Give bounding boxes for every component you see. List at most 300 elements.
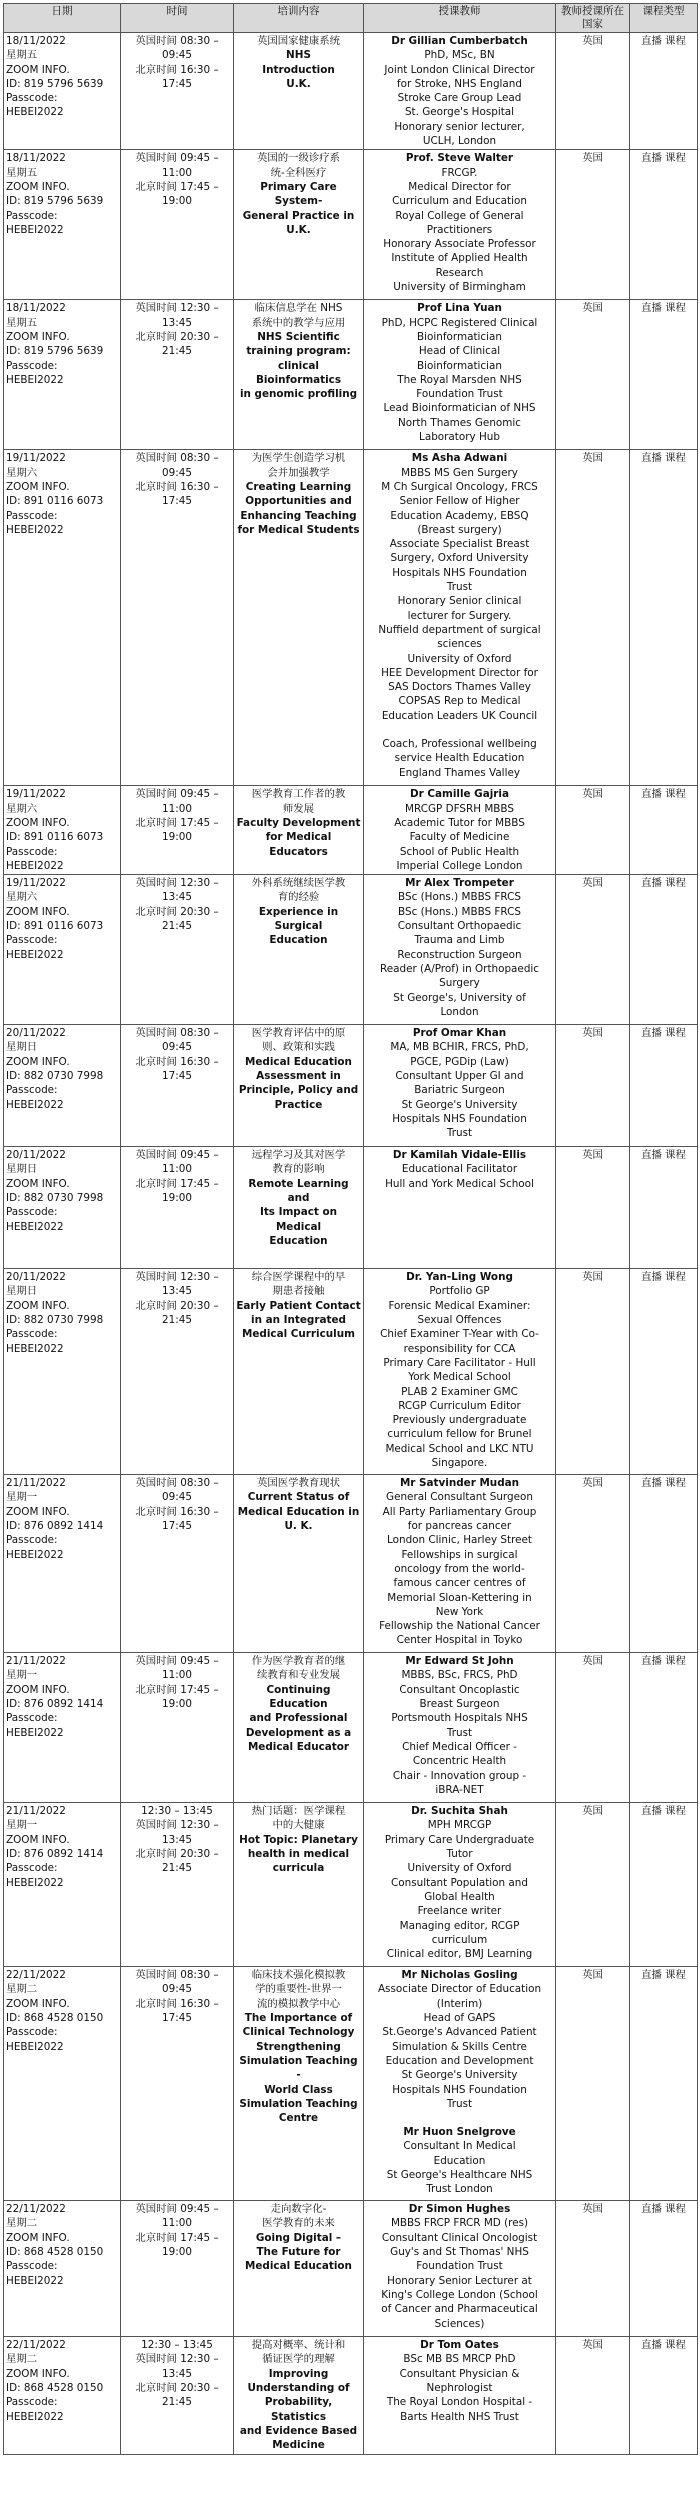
teacher-cell <box>364 1803 556 1967</box>
header-time: 时间 <box>121 4 234 33</box>
date-line: ID: 868 4528 0150 <box>6 2246 104 2259</box>
teacher-credential: England Thames Valley <box>399 766 520 779</box>
time-line: 英国时间 09:45 – <box>135 152 219 165</box>
topic-title-en: Experience in Surgical <box>258 905 339 933</box>
time-line: 北京时间 20:30 – <box>135 1848 219 1861</box>
time-line: 北京时间 16:30 – <box>135 1505 219 1518</box>
topic-cell <box>234 450 364 786</box>
topic-title-en: Medicine <box>272 2439 325 2452</box>
teacher-credential: North Thames Genomic <box>397 416 521 429</box>
topic-title-en: Creating Learning <box>245 480 352 493</box>
date-line: 19/11/2022 <box>6 877 66 890</box>
time-line: 英国时间 08:30 – <box>135 1477 219 1490</box>
header-country: 教师授课所在国家 <box>556 4 630 33</box>
topic-title-en: Principle, Policy and <box>238 1084 359 1097</box>
teacher-name: Mr Edward St John <box>405 1655 514 1668</box>
date-line: ID: 882 0730 7998 <box>6 1192 104 1205</box>
topic-title-en: General Practice in <box>242 209 355 222</box>
teacher-credential: Singapore. <box>431 1457 488 1470</box>
date-line: Passcode: HEBEI2022 <box>6 509 64 536</box>
teacher-credential: Associate Specialist Breast <box>389 538 530 551</box>
teacher-credential: Simulation & Skills Centre <box>392 2040 527 2053</box>
time-line: 英国时间 08:30 – <box>135 452 219 465</box>
time-line: 09:45 <box>162 1041 192 1054</box>
topic-title-zh: 英国医学教育现状 <box>256 1477 341 1490</box>
time-line: 北京时间 17:45 – <box>135 816 219 829</box>
time-line: 21:45 <box>162 1862 192 1875</box>
time-line: 21:45 <box>162 920 192 933</box>
date-line: ZOOM INFO. <box>6 2367 70 2380</box>
topic-title-zh: 医学教育工作者的教 <box>251 788 346 801</box>
time-line: 北京时间 20:30 – <box>135 330 219 343</box>
teacher-credential: Honorary Associate Professor <box>383 238 536 251</box>
teacher-credential: Medical School and LKC NTU <box>385 1442 534 1455</box>
teacher-credential: Joint London Clinical Director <box>384 63 535 76</box>
country-cell: 英国 <box>556 2337 630 2454</box>
teacher-credential: Managing editor, RCGP <box>399 1919 520 1932</box>
topic-cell <box>234 875 364 1025</box>
topic-title-en: World Class <box>264 2083 333 2096</box>
topic-title-en: Simulation Teaching <box>239 2097 358 2110</box>
topic-title-en: Medical Curriculum <box>242 1328 355 1341</box>
topic-title-en: U. K. <box>284 1520 313 1533</box>
date-line: Passcode: HEBEI2022 <box>6 2260 64 2287</box>
date-line: Passcode: HEBEI2022 <box>6 2026 64 2053</box>
date-line: 星期六 <box>6 891 38 904</box>
teacher-credential: Portfolio GP <box>429 1285 490 1298</box>
date-line: Passcode: HEBEI2022 <box>6 845 64 872</box>
date-line: 星期日 <box>6 1285 38 1298</box>
date-line: 21/11/2022 <box>6 1655 66 1668</box>
teacher-credential: Lead Bioinformatician of NHS <box>383 402 536 415</box>
course-type-cell: 直播 课程 <box>630 1269 698 1475</box>
teacher-credential: Chief Medical Officer - <box>402 1740 517 1753</box>
topic-title-en: Hot Topic: Planetary <box>239 1833 358 1846</box>
topic-title-en: in an Integrated <box>251 1314 346 1327</box>
date-cell <box>4 875 121 1025</box>
topic-cell <box>234 786 364 875</box>
time-line: 北京时间 17:45 – <box>135 1683 219 1696</box>
teacher-credential: Curriculum and Education <box>392 195 527 208</box>
teacher-credential: Consultant Physician & <box>399 2367 520 2380</box>
teacher-credential: Honorary Senior Lecturer at <box>387 2274 532 2287</box>
topic-title-en: in genomic profiling <box>239 388 358 401</box>
topic-title-zh: 作为医学教育者的继 <box>251 1655 346 1668</box>
topic-cell <box>234 1653 364 1803</box>
table-header <box>4 4 698 33</box>
time-cell <box>121 33 234 150</box>
topic-title-zh: 师发展 <box>282 802 315 815</box>
teacher-credential: St. George's Hospital <box>404 106 515 119</box>
topic-title-en: Remote Learning and <box>248 1177 349 1205</box>
date-line: 星期二 <box>6 2353 38 2366</box>
teacher-name: Dr Camille Gajria <box>410 788 509 801</box>
teacher-credential: St George's, University of <box>393 991 526 1004</box>
topic-title-en: Enhancing Teaching <box>240 509 357 522</box>
teacher-name: Dr Gillian Cumberbatch <box>391 35 528 47</box>
date-line: 22/11/2022 <box>6 2203 66 2216</box>
time-line: 北京时间 16:30 – <box>135 63 219 76</box>
topic-title-en: Going Digital – <box>255 2231 342 2244</box>
time-line: 英国时间 09:45 – <box>135 1149 219 1162</box>
topic-title-zh: 为医学生创造学习机 <box>251 452 346 465</box>
teacher-credential: St.George's Advanced Patient <box>382 2026 537 2039</box>
date-line: Passcode: HEBEI2022 <box>6 934 64 961</box>
date-cell <box>4 33 121 150</box>
time-line: 13:45 <box>162 2367 192 2380</box>
teacher-cell <box>364 1269 556 1475</box>
topic-title-en: Understanding of <box>247 2382 350 2395</box>
teacher-credential: Education and Development <box>385 2054 534 2067</box>
time-cell <box>121 1653 234 1803</box>
course-type-cell: 直播 课程 <box>630 2201 698 2337</box>
time-cell <box>121 1269 234 1475</box>
teacher-credential: Honorary senior lecturer, <box>394 120 525 133</box>
teacher-credential: sciences <box>437 638 482 651</box>
spacer <box>366 2111 553 2125</box>
date-cell <box>4 2201 121 2337</box>
country-cell: 英国 <box>556 1475 630 1653</box>
time-line: 北京时间 20:30 – <box>135 2382 219 2395</box>
table-row <box>4 1967 698 2201</box>
date-line: 22/11/2022 <box>6 1969 66 1982</box>
time-line: 17:45 <box>162 495 192 508</box>
topic-title-zh: 医学教育评估中的原 <box>251 1027 346 1040</box>
date-line: ZOOM INFO. <box>6 1055 70 1068</box>
topic-title-en: Probability, Statistics <box>264 2396 333 2423</box>
teacher-credential: Foundation Trust <box>416 2260 503 2273</box>
topic-title-en: Current Status of <box>247 1491 350 1504</box>
time-line: 英国时间 08:30 – <box>135 35 219 47</box>
date-line: ID: 868 4528 0150 <box>6 2382 104 2395</box>
teacher-credential: Consultant Oncoplastic <box>399 1683 520 1696</box>
table-row <box>4 1653 698 1803</box>
teacher-credential: Laboratory Hub <box>419 431 500 444</box>
header-teacher: 授课教师 <box>364 4 556 33</box>
time-cell <box>121 2337 234 2454</box>
teacher-credential: University of Oxford <box>407 652 512 665</box>
course-type-cell: 直播 课程 <box>630 1475 698 1653</box>
spacer <box>366 723 553 737</box>
country-cell: 英国 <box>556 786 630 875</box>
teacher-credential: Hospitals NHS Foundation <box>392 1112 527 1125</box>
time-line: 英国时间 12:30 – <box>135 2353 219 2366</box>
teacher-credential: Sciences) <box>434 2317 485 2330</box>
time-line: 英国时间 12:30 – <box>135 877 219 890</box>
topic-title-en: Strengthening <box>256 2040 341 2053</box>
date-line: 星期一 <box>6 1669 38 1682</box>
teacher-cell <box>364 1025 556 1147</box>
teacher-credential: Stroke Care Group Lead <box>397 92 522 105</box>
time-line: 11:00 <box>162 166 192 179</box>
date-line: ZOOM INFO. <box>6 180 70 193</box>
date-line: 星期日 <box>6 1041 38 1054</box>
time-cell <box>121 875 234 1025</box>
topic-title-en: NHS <box>286 49 311 62</box>
time-line: 北京时间 20:30 – <box>135 1299 219 1312</box>
teacher-cell <box>364 2201 556 2337</box>
date-line: 星期一 <box>6 1491 38 1504</box>
country-cell: 英国 <box>556 150 630 300</box>
topic-cell <box>234 1147 364 1269</box>
date-cell <box>4 1967 121 2201</box>
time-cell <box>121 1967 234 2201</box>
topic-title-en: Medical Education in <box>237 1505 360 1518</box>
date-cell <box>4 1475 121 1653</box>
topic-title-zh: 热门话题：医学课程 <box>251 1805 346 1818</box>
date-line: 18/11/2022 <box>6 35 66 47</box>
date-line: 20/11/2022 <box>6 1271 66 1284</box>
date-line: ID: 876 0892 1414 <box>6 1848 104 1861</box>
teacher-credential: Coach, Professional wellbeing <box>382 738 537 751</box>
teacher-credential: Hospitals NHS Foundation <box>392 2083 527 2096</box>
teacher-cell <box>364 300 556 450</box>
topic-title-en: Faculty Development <box>236 816 361 829</box>
teacher-credential: Nephrologist <box>426 2382 493 2395</box>
date-line: 18/11/2022 <box>6 302 66 315</box>
teacher-credential: Nuffield department of surgical <box>378 623 541 636</box>
teacher-credential: BSc MB BS MRCP PhD <box>403 2353 516 2366</box>
teacher-credential: Education Leaders UK Council <box>381 709 538 722</box>
time-line: 13:45 <box>162 1285 192 1298</box>
time-line: 北京时间 16:30 – <box>135 480 219 493</box>
teacher-credential: Center Hospital in Toyko <box>396 1634 523 1647</box>
date-line: ZOOM INFO. <box>6 1997 70 2010</box>
table-row <box>4 786 698 875</box>
course-type-cell: 直播 课程 <box>630 2337 698 2454</box>
teacher-credential: (Breast surgery) <box>417 523 502 536</box>
time-cell <box>121 1475 234 1653</box>
time-line: 北京时间 17:45 – <box>135 2231 219 2244</box>
teacher-credential: Primary Care Undergraduate <box>384 1833 535 1846</box>
date-line: Passcode: HEBEI2022 <box>6 359 64 386</box>
date-line: Passcode: HEBEI2022 <box>6 209 64 236</box>
table-row <box>4 2337 698 2454</box>
topic-title-en: for Medical Educators <box>265 831 332 858</box>
date-line: Passcode: HEBEI2022 <box>6 1206 64 1233</box>
date-cell <box>4 450 121 786</box>
time-line: 英国时间 12:30 – <box>135 302 219 315</box>
table-row <box>4 2201 698 2337</box>
topic-title-en: Medical Education <box>245 2260 352 2273</box>
time-line: 21:45 <box>162 2396 192 2409</box>
teacher-credential: BSc (Hons.) MBBS FRCS <box>398 891 521 904</box>
teacher-credential: MRCGP DFSRH MBBS <box>405 802 514 815</box>
date-line: Passcode: HEBEI2022 <box>6 1712 64 1739</box>
teacher-name: Mr Nicholas Gosling <box>401 1969 518 1982</box>
topic-title-en: U.K. <box>286 77 311 90</box>
table-row <box>4 1475 698 1653</box>
teacher-credential: Sexual Offences <box>417 1314 502 1327</box>
country-cell: 英国 <box>556 1269 630 1475</box>
teacher-cell <box>364 33 556 150</box>
course-type-cell: 直播 课程 <box>630 1967 698 2201</box>
date-line: Passcode: HEBEI2022 <box>6 2396 64 2423</box>
time-line: 21:45 <box>162 1314 192 1327</box>
date-line: 18/11/2022 <box>6 152 66 165</box>
topic-cell <box>234 1803 364 1967</box>
table-body <box>4 33 698 2455</box>
teacher-credential: Consultant Upper GI and <box>395 1070 524 1083</box>
date-line: 22/11/2022 <box>6 2339 66 2352</box>
teacher-cell <box>364 1475 556 1653</box>
header-row <box>4 4 698 33</box>
time-line: 19:00 <box>162 195 192 208</box>
time-cell <box>121 300 234 450</box>
teacher-credential: Consultant In Medical <box>403 2140 516 2153</box>
date-line: 星期五 <box>6 166 38 179</box>
topic-title-en: Medical Education <box>245 1055 352 1068</box>
header-date: 日期 <box>4 4 121 33</box>
teacher-cell <box>364 450 556 786</box>
teacher-name: Dr Tom Oates <box>420 2339 499 2352</box>
teacher-name: Prof. Steve Walter <box>405 152 514 165</box>
teacher-credential: Education Academy, EBSQ <box>390 509 529 522</box>
topic-title-en: Opportunities and <box>245 495 352 508</box>
course-type-cell: 直播 课程 <box>630 1025 698 1147</box>
teacher-credential: for Stroke, NHS England <box>397 77 522 90</box>
time-line: 09:45 <box>162 1491 192 1504</box>
time-line: 英国时间 12:30 – <box>135 1271 219 1284</box>
date-cell <box>4 786 121 875</box>
teacher-credential: Associate Director of Education <box>377 1983 542 1996</box>
topic-title-en: U.K. <box>286 223 311 236</box>
teacher-credential: Primary Care Facilitator - Hull <box>383 1356 536 1369</box>
course-type-cell: 直播 课程 <box>630 786 698 875</box>
date-cell <box>4 1803 121 1967</box>
date-cell <box>4 1653 121 1803</box>
topic-title-en: Education <box>269 1234 328 1247</box>
table-row <box>4 1269 698 1475</box>
teacher-credential: Forensic Medical Examiner: <box>388 1299 531 1312</box>
teacher-credential: Fellowship the National Cancer <box>379 1620 540 1633</box>
topic-title-en: curricula <box>272 1862 325 1875</box>
date-line: ZOOM INFO. <box>6 1833 70 1846</box>
time-line: 17:45 <box>162 1520 192 1533</box>
course-type-cell: 直播 课程 <box>630 1147 698 1269</box>
time-line: 11:00 <box>162 1163 192 1176</box>
teacher-credential: UCLH, London <box>422 135 497 148</box>
teacher-credential: MBBS FRCP FRCR MD (res) <box>390 2217 529 2230</box>
topic-title-en: Introduction <box>262 63 335 76</box>
teacher-credential: King's College London (School <box>381 2288 538 2301</box>
teacher-credential: Bariatric Surgeon <box>414 1084 505 1097</box>
teacher-credential: COPSAS Rep to Medical <box>398 695 521 708</box>
teacher-credential: Trust <box>446 1726 473 1739</box>
teacher-cell <box>364 1967 556 2201</box>
teacher-credential: Head of Clinical <box>418 345 501 358</box>
topic-title-en: and Professional <box>249 1712 348 1725</box>
date-line: 星期五 <box>6 316 38 329</box>
date-cell <box>4 300 121 450</box>
time-line: 英国时间 08:30 – <box>135 1969 219 1982</box>
teacher-credential: Royal College of General <box>395 209 524 222</box>
date-line: 星期六 <box>6 466 38 479</box>
time-line: 19:00 <box>162 2246 192 2259</box>
date-line: 19/11/2022 <box>6 788 66 801</box>
time-line: 09:45 <box>162 49 192 62</box>
topic-title-zh: 走向数字化- <box>270 2203 327 2216</box>
time-line: 北京时间 16:30 – <box>135 1997 219 2010</box>
time-line: 09:45 <box>162 1983 192 1996</box>
date-line: ID: 876 0892 1414 <box>6 1520 104 1533</box>
teacher-credential: Portsmouth Hospitals NHS <box>391 1712 528 1725</box>
table-row <box>4 33 698 150</box>
teacher-credential: Concentric Health <box>412 1755 507 1768</box>
teacher-credential: St George's University <box>401 1098 518 1111</box>
topic-title-zh: 外科系统继续医学教 <box>251 877 346 890</box>
time-line: 12:30 – 13:45 <box>141 1805 213 1818</box>
date-line: 星期二 <box>6 1983 38 1996</box>
topic-title-zh: 育的经验 <box>277 891 320 904</box>
time-line: 13:45 <box>162 891 192 904</box>
teacher-cell <box>364 1147 556 1269</box>
topic-title-en: Centre <box>278 2112 319 2125</box>
teacher-name: Prof Omar Khan <box>412 1027 507 1040</box>
date-cell <box>4 2337 121 2454</box>
time-cell <box>121 786 234 875</box>
teacher-credential: Memorial Sloan-Kettering in <box>387 1591 532 1604</box>
course-type-cell: 直播 课程 <box>630 1803 698 1967</box>
time-line: 英国时间 09:45 – <box>135 788 219 801</box>
date-line: Passcode: HEBEI2022 <box>6 92 64 119</box>
teacher-credential: of Cancer and Pharmaceutical <box>381 2303 538 2316</box>
teacher-credential: Consultant Clinical Oncologist <box>381 2231 538 2244</box>
date-line: ID: 819 5796 5639 <box>6 345 104 358</box>
table-row <box>4 150 698 300</box>
teacher-credential: SAS Doctors Thames Valley <box>388 681 531 694</box>
teacher-name: Mr Huon Snelgrove <box>403 2126 516 2139</box>
course-type-cell: 直播 课程 <box>630 33 698 150</box>
topic-title-zh: 教育的影响 <box>272 1163 325 1176</box>
topic-cell <box>234 2337 364 2454</box>
date-line: Passcode: HEBEI2022 <box>6 1534 64 1561</box>
header-topic: 培训内容 <box>234 4 364 33</box>
topic-title-zh: 统-全科医疗 <box>270 166 327 179</box>
teacher-credential: Clinical editor, BMJ Learning <box>386 1948 533 1961</box>
teacher-credential: General Consultant Surgeon <box>386 1491 533 1504</box>
date-line: ZOOM INFO. <box>6 2231 70 2244</box>
teacher-credential: Reconstruction Surgeon <box>397 948 522 961</box>
time-line: 17:45 <box>162 2012 192 2025</box>
topic-cell <box>234 33 364 150</box>
date-line: Passcode: HEBEI2022 <box>6 1084 64 1111</box>
teacher-credential: Tutor <box>446 1848 473 1861</box>
teacher-credential: BSc (Hons.) MBBS FRCS <box>398 905 521 918</box>
time-line: 英国时间 12:30 – <box>135 1819 219 1832</box>
date-line: 21/11/2022 <box>6 1805 66 1818</box>
date-line: 19/11/2022 <box>6 452 66 465</box>
date-cell <box>4 1269 121 1475</box>
course-type-cell: 直播 课程 <box>630 300 698 450</box>
time-line: 11:00 <box>162 1669 192 1682</box>
teacher-name: Ms Asha Adwani <box>411 452 508 465</box>
teacher-credential: Guy's and St Thomas' NHS <box>390 2246 529 2259</box>
table-row <box>4 1803 698 1967</box>
date-line: ZOOM INFO. <box>6 480 70 493</box>
time-line: 13:45 <box>162 1833 192 1846</box>
teacher-credential: Hull and York Medical School <box>385 1177 534 1190</box>
teacher-credential: Medical Director for <box>408 180 511 193</box>
teacher-credential: Global Health <box>424 1890 495 1903</box>
teacher-credential: Surgery, Oxford University <box>390 552 529 565</box>
country-cell: 英国 <box>556 450 630 786</box>
teacher-credential: Foundation Trust <box>416 388 503 401</box>
teacher-credential: Academic Tutor for MBBS <box>394 816 525 829</box>
topic-title-en: Education <box>269 934 328 947</box>
topic-title-en: and Evidence Based <box>239 2424 358 2437</box>
teacher-credential: Freelance writer <box>417 1905 502 1918</box>
